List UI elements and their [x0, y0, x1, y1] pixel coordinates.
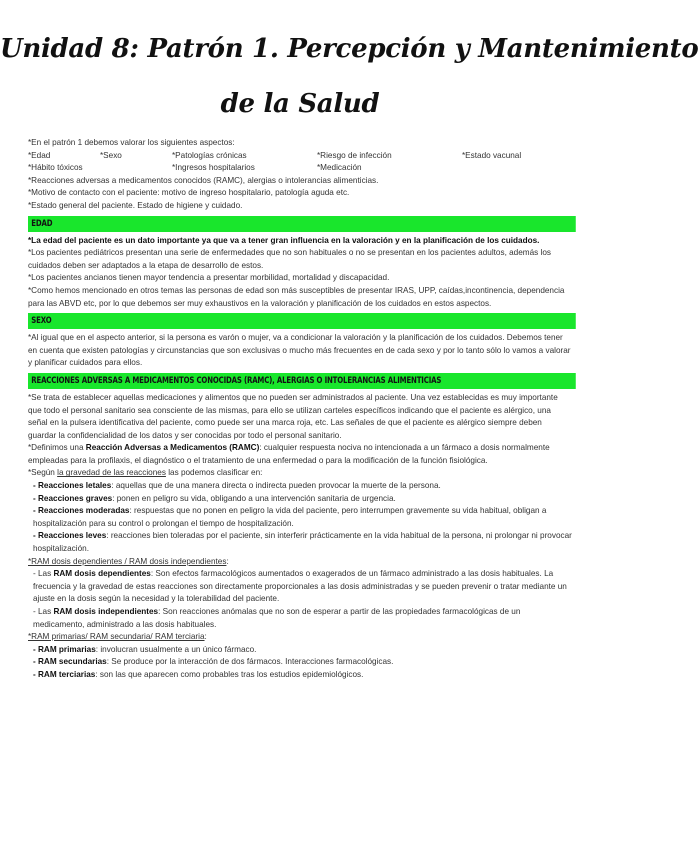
text: : aquellas que de una manera directa o indirecta pueden provocar la muerte de la persona. [111, 481, 441, 491]
aspects-row-2 [28, 162, 572, 175]
term: - Reacciones moderadas [33, 506, 130, 516]
intro-ramc: *Reacciones adversas a medicamentos conocidos (RAMC), alergias o intolerancias alimenticias. [28, 175, 379, 185]
ram-secundarias [28, 656, 572, 669]
text: : cualquier respuesta nociva no intencionada a un fármaco a dosis normalmente empleadas para la profilaxis, el diagnóstico o el tratamiento de una enfermedad o para la modificación de la función fisiológica. [28, 443, 550, 465]
tipos-heading [28, 631, 572, 644]
text: : Son efectos farmacológicos aumentados o exagerados de un fármaco administrado a las dosis habituales. La frecuencia y la gravedad de estas reacciones son directamente proporcionales a las dosis administradas y se pueden prevenir o tratar mediante un ajuste en la dosis según la necesidad y la tolerabilidad del paciente. [33, 569, 567, 604]
dosis-heading [28, 556, 572, 569]
intro-motivo: *Motivo de contacto con el paciente: motivo de ingreso hospitalario, patología aguda etc. [28, 188, 350, 198]
aspect-ingresos: *Ingresos hospitalarios [172, 163, 255, 173]
ramc-gravedad-intro [28, 467, 572, 480]
term: - RAM terciarias [33, 669, 96, 679]
page-title-line1: Unidad 8: Patrón 1. Percepción y Mantenimiento [0, 34, 698, 64]
text: : respuestas que no ponen en peligro la vida del paciente, pero interrumpen gravemente su vida habitual, obligan a hospitalización para su control o prolongan el tiempo de hospitalización. [33, 506, 547, 528]
ramc-paragraph-1: *Se trata de establecer aquellas medicaciones y alimentos que no pueden ser administrados al paciente. Una vez establecidas es muy importante que todo el personal sanitario sea consciente de las mismas, para ello se utilizan carteles específicos indicando que el paciente es alérgico, una señal en la pulsera identificativa del paciente, como puede ser una marca roja, etc. Las señales de que el paciente es alérgico siempre deben guardar la confidencialidad de los datos y ser conocidas por todo el personal sanitario. [28, 392, 558, 440]
document-body [28, 137, 572, 682]
aspects-row-1 [28, 150, 572, 163]
sexo-paragraph: *Al igual que en el aspecto anterior, si la persona es varón o mujer, va a condicionar la valoración y la planificación de los cuidados. Debemos tener en cuenta que existen patologías y circunstancias que son exclusivas o mucho más frecuentes en de cada sexo y por lo tanto sólo lo vamos a valorar y planificar cuidados para ellos. [28, 333, 571, 368]
aspect-vacunal: *Estado vacunal [462, 150, 522, 160]
section-heading-ramc: REACCIONES ADVERSAS A MEDICAMENTOS CONOCIDAS (RAMC), ALERGIAS O INTOLERANCIAS ALIMENTICIAS [28, 373, 575, 389]
underlined-term: *RAM dosis dependientes / RAM dosis independientes [28, 556, 227, 566]
text: *Definimos una [28, 443, 86, 453]
aspect-sexo: *Sexo [100, 150, 122, 160]
term: - RAM primarias [33, 644, 96, 654]
term-ramc: Reacción Adversas a Medicamentos (RAMC) [85, 443, 260, 453]
intro-estado: *Estado general del paciente. Estado de higiene y cuidado. [28, 200, 243, 210]
aspect-patologias: *Patologías crónicas [172, 150, 247, 160]
edad-paragraph-3: *Los pacientes ancianos tienen mayor tendencia a presentar morbilidad, mortalidad y discapacidad. [28, 273, 390, 283]
term: - Reacciones leves [33, 531, 107, 541]
underlined-term: la gravedad de las reacciones [57, 468, 166, 478]
term: - Reacciones graves [33, 493, 113, 503]
text: - Las [33, 607, 54, 616]
ramc-definition [28, 442, 572, 467]
edad-paragraph-4: *Como hemos mencionado en otros temas las personas de edad son más susceptibles de presentar IRAS, UPP, caídas,incontinencia, dependencia para las ABVD etc, por lo que debemos ser muy exhaustivos en la valoración y planificación de los cuidados en estos aspectos. [28, 285, 565, 308]
ram-primarias [28, 644, 572, 657]
edad-paragraph-2: *Los pacientes pediátricos presentan una serie de enfermedades que no son habituales o no se presentan en los pacientes adultos, además los cuidados deben ser adaptados a la etapa de desarrollo de estos. [28, 248, 551, 270]
dosis-dependientes [28, 568, 572, 606]
underlined-term: *RAM primarias/ RAM secundaria/ RAM terciaria [28, 632, 205, 642]
text: : Son reacciones anómalas que no son de esperar a partir de las propiedades farmacológicas de un medicamento, administrado a las dosis habituales. [33, 607, 521, 629]
text: : son las que aparecen como probables tras los estudios epidemiológicos. [95, 669, 364, 679]
edad-paragraph-1: *La edad del paciente es un dato importante ya que va a tener gran influencia en la valoración y en la planificación de los cuidados. [28, 235, 540, 245]
text: - Las [33, 569, 54, 579]
text: *Según [28, 468, 58, 478]
aspect-habitos: *Hábito tóxicos [28, 163, 83, 173]
text: las podemos clasificar en: [165, 468, 263, 478]
term: - Reacciones letales [33, 481, 112, 491]
ram-terciarias [28, 669, 572, 682]
text: : [226, 556, 229, 566]
gravedad-moderadas [28, 505, 572, 530]
page-title-line2: de la Salud [220, 89, 380, 119]
gravedad-graves [28, 493, 572, 506]
gravedad-leves [28, 530, 572, 555]
aspect-riesgo: *Riesgo de infección [317, 150, 392, 160]
section-heading-edad: EDAD [28, 216, 575, 232]
aspect-medicacion: *Medicación [317, 163, 362, 173]
term: RAM dosis independientes [53, 607, 159, 616]
term: RAM dosis dependientes [53, 569, 151, 579]
intro-lead: *En el patrón 1 debemos valorar los siguientes aspectos: [28, 138, 235, 147]
text: : Se produce por la interacción de dos fármacos. Interacciones farmacológicas. [106, 657, 394, 667]
text: : ponen en peligro su vida, obligando a una intervención sanitaria de urgencia. [112, 493, 396, 503]
text: : [204, 632, 207, 642]
section-heading-sexo: SEXO [28, 313, 575, 329]
aspect-edad: *Edad [28, 150, 51, 160]
gravedad-letales [28, 480, 572, 493]
dosis-independientes [28, 606, 572, 631]
text: : reacciones bien toleradas por el paciente, sin interferir prácticamente en la vida habitual de la persona, ni prolongar ni provocar hospitalización. [33, 531, 572, 554]
text: : involucran usualmente a un único fármaco. [95, 644, 257, 654]
term: - RAM secundarias [33, 657, 107, 667]
